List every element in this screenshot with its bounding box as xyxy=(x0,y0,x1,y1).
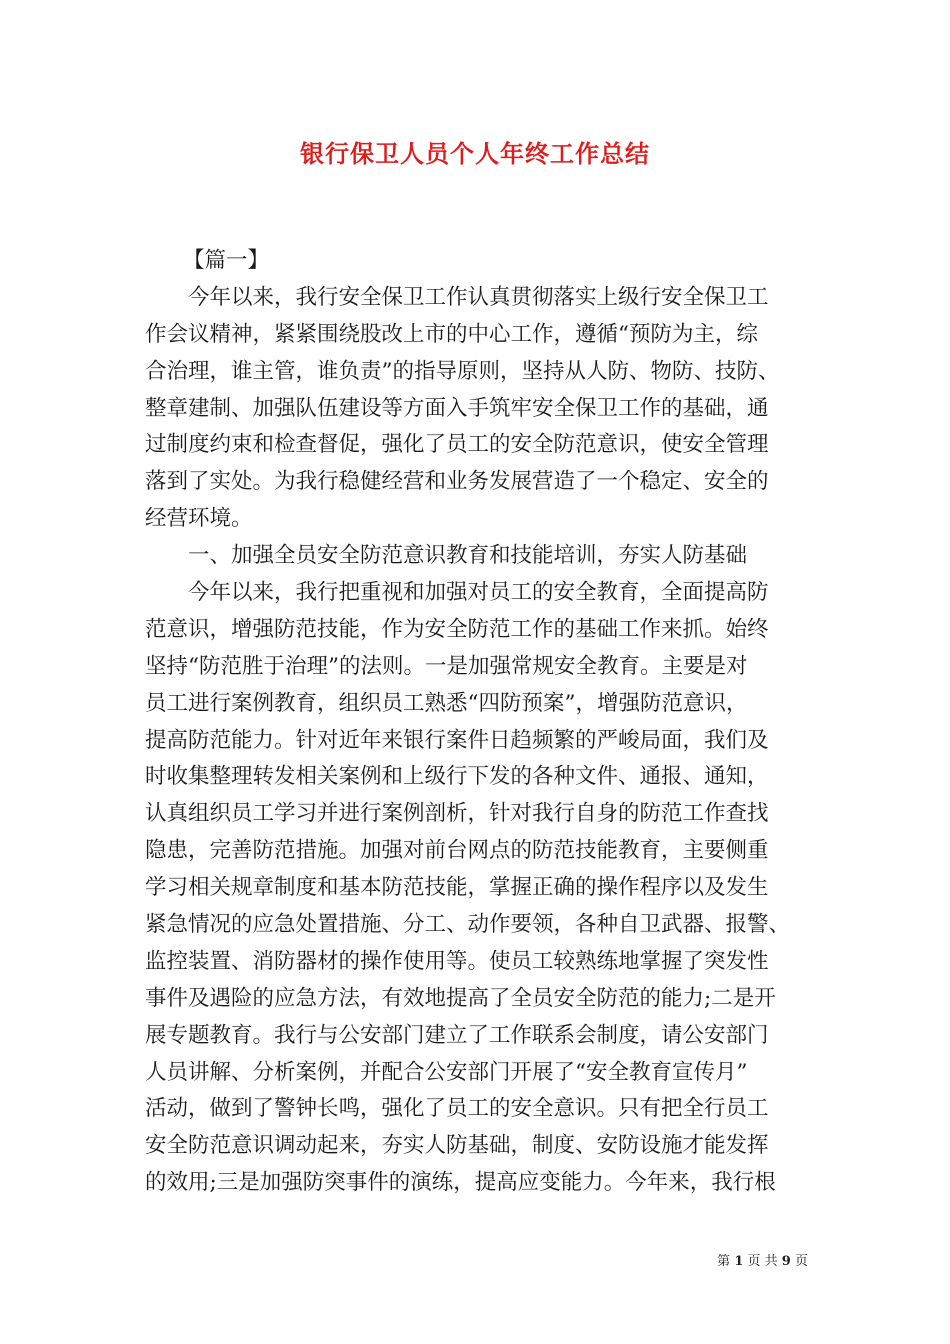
text-line: 事件及遇险的应急方法，有效地提高了全员安全防范的能力;二是开 xyxy=(145,985,776,1011)
text-line: 落到了实处。为我行稳健经营和业务发展营造了一个稳定、安全的 xyxy=(145,469,769,495)
text-line: 展专题教育。我行与公安部门建立了工作联系会制度，请公安部门 xyxy=(145,1022,769,1048)
text-line: 活动，做到了警钟长鸣，强化了员工的安全意识。只有把全行员工 xyxy=(145,1096,769,1122)
text-line: 紧急情况的应急处置措施、分工、动作要领，各种自卫武器、报警、 xyxy=(145,912,791,938)
footer-suffix: 页 xyxy=(794,1254,808,1269)
text-line: 今年以来，我行安全保卫工作认真贯彻落实上级行安全保卫工 xyxy=(188,284,769,310)
footer-middle: 页 共 xyxy=(747,1254,778,1269)
footer-total-pages: 9 xyxy=(781,1254,791,1269)
text-line: 员工进行案例教育，组织员工熟悉“四防预案”，增强防范意识， xyxy=(145,690,748,716)
text-line: 隐患，完善防范措施。加强对前台网点的防范技能教育，主要侧重 xyxy=(145,838,769,864)
text-line: 作会议精神，紧紧围绕股改上市的中心工作，遵循“预防为主，综 xyxy=(145,321,758,347)
text-line: 时收集整理转发相关案例和上级行下发的各种文件、通报、通知， xyxy=(145,764,769,790)
text-line: 今年以来，我行把重视和加强对员工的安全教育，全面提高防 xyxy=(188,580,769,606)
footer-current-page: 1 xyxy=(734,1254,744,1269)
document-body xyxy=(145,243,810,1202)
section-marker: 【篇一】 xyxy=(183,248,270,273)
text-line: 安全防范意识调动起来，夯实人防基础，制度、安防设施才能发挥 xyxy=(145,1133,769,1159)
text-line: 经营环境。 xyxy=(145,506,253,532)
page-footer xyxy=(717,1250,808,1269)
text-line: 认真组织员工学习并进行案例剖析，针对我行自身的防范工作查找 xyxy=(145,801,769,827)
text-line: 范意识，增强防范技能，作为安全防范工作的基础工作来抓。始终 xyxy=(145,616,769,642)
text-line: 合治理，谁主管，谁负责”的指导原则，坚持从人防、物防、技防、 xyxy=(145,358,780,384)
text-line: 整章建制、加强队伍建设等方面入手筑牢安全保卫工作的基础，通 xyxy=(145,395,769,421)
text-line: 一、加强全员安全防范意识教育和技能培训，夯实人防基础 xyxy=(188,543,748,569)
text-line: 的效用;三是加强防突事件的演练，提高应变能力。今年来，我行根 xyxy=(145,1170,776,1196)
footer-prefix: 第 xyxy=(717,1254,731,1269)
text-line: 坚持“防范胜于治理”的法则。一是加强常规安全教育。主要是对 xyxy=(145,653,748,679)
text-line: 学习相关规章制度和基本防范技能，掌握正确的操作程序以及发生 xyxy=(145,875,769,901)
text-line: 人员讲解、分析案例，并配合公安部门开展了“安全教育宣传月” xyxy=(145,1059,748,1085)
text-line: 过制度约束和检查督促，强化了员工的安全防范意识，使安全管理 xyxy=(145,432,769,458)
text-line: 监控装置、消防器材的操作使用等。使员工较熟练地掌握了突发性 xyxy=(145,948,769,974)
document-title: 银行保卫人员个人年终工作总结 xyxy=(300,139,650,168)
text-line: 提高防范能力。针对近年来银行案件日趋频繁的严峻局面，我们及 xyxy=(145,727,769,753)
